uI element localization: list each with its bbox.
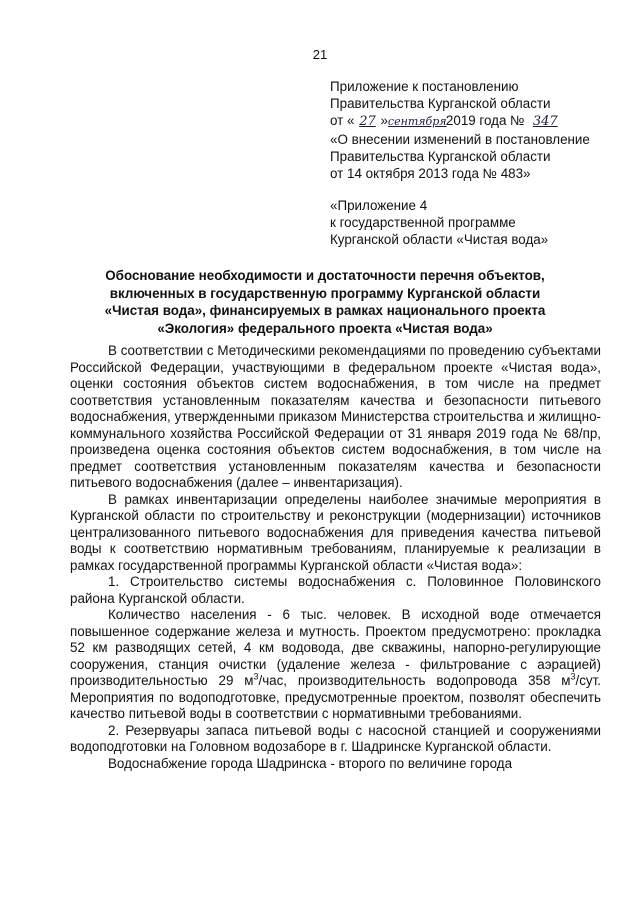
paragraph: 2. Резервуары запаса питьевой воды с насосной станцией и сооружениями водоподготовки на Головном водозаборе в г. Шадринске Курганской области. bbox=[70, 722, 601, 754]
title-line: «Экология» федерального проекта «Чистая вода» bbox=[157, 320, 493, 336]
paragraph-text: /час, производительность водопровода 358 м bbox=[258, 673, 571, 688]
date-prefix: от « bbox=[330, 113, 355, 129]
appendix-line: «О внесении изменений в постановление bbox=[330, 131, 590, 147]
paragraph-text: Количество населения - 6 тыс. человек. В исходной воде отмечается повышенное содержание железа и мутность. Проектом предусмотрено: прокладка 52 км разводящих сетей, 4 км водовода, две скважины, напорно-регулирующие сооружения, станция очистки (удаление железа - фильтрование с аэрацией) производительностью 29 м bbox=[70, 607, 601, 688]
appendix-line: Правительства Курганской области bbox=[330, 148, 551, 164]
appendix-line: Приложение к постановлению bbox=[330, 79, 519, 94]
appendix-4-line: Курганской области «Чистая вода» bbox=[330, 232, 549, 248]
appendix-4-header bbox=[330, 197, 630, 249]
paragraph: 1. Строительство системы водоснабжения с. Половинное Половинского района Курганской области. bbox=[70, 574, 601, 606]
document-body bbox=[70, 343, 601, 772]
paragraph-text: /сут. Мероприятия по водоподготовке, предусмотренные проектом, позволят обеспечить качество питьевой воды в соответствии с нормативными требованиями. bbox=[70, 673, 601, 721]
title-line: «Чистая вода», финансируемых в рамках национального проекта bbox=[104, 303, 546, 318]
document-title bbox=[70, 267, 580, 337]
appendix-line: Правительства Курганской области bbox=[330, 96, 551, 112]
title-line: включенных в государственную программу Курганской области bbox=[109, 285, 541, 301]
handwritten-doc-number: 347 bbox=[532, 114, 558, 130]
paragraph: В соответствии с Методическими рекомендациями по проведению субъектами Российской Федерации, участвующими в федеральном проекте «Чистая вода», оценки состояния объектов систем водоснабжения, в том числе на предмет соответствия установленным показателям качества и безопасности питьевого водоснабжения, утвержденными приказом Министерства строительства и жилищно-коммунального хозяйства Российской Федерации от 31 января 2019 года № 68/пр, произведена оценка состояния объектов систем водоснабжения, в том числе на предмет соответствия установленным показателям качества и безопасности питьевого водоснабжения (далее – инвентаризация). bbox=[70, 343, 601, 490]
appendix-date-line bbox=[330, 112, 630, 130]
appendix-header bbox=[330, 78, 630, 182]
handwritten-day: 27 bbox=[359, 114, 376, 130]
appendix-4-line: к государственной программе bbox=[330, 215, 516, 231]
paragraph: В рамках инвентаризации определены наиболее значимые мероприятия в Курганской области по строительству и реконструкции (модернизации) источников централизованного питьевого водоснабжения для приведения качества питьевой воды к соответствию нормативным требованиям, планируемые к реализации в рамках государственной программы Курганской области «Чистая вода»: bbox=[70, 491, 601, 573]
paragraph bbox=[70, 607, 601, 723]
superscript: 3 bbox=[570, 671, 576, 682]
superscript: 3 bbox=[253, 671, 259, 682]
paragraph: Водоснабжение города Шадринска - второго по величине города bbox=[108, 755, 513, 771]
appendix-line: от 14 октября 2013 года № 483» bbox=[330, 166, 531, 182]
page-number: 21 bbox=[312, 47, 328, 62]
title-line: Обоснование необходимости и достаточности перечня объектов, bbox=[105, 268, 545, 283]
date-mid: » bbox=[380, 113, 388, 129]
handwritten-month: сентября bbox=[387, 115, 447, 129]
appendix-4-line: «Приложение 4 bbox=[330, 198, 428, 213]
date-year: 2019 года № bbox=[445, 113, 525, 129]
